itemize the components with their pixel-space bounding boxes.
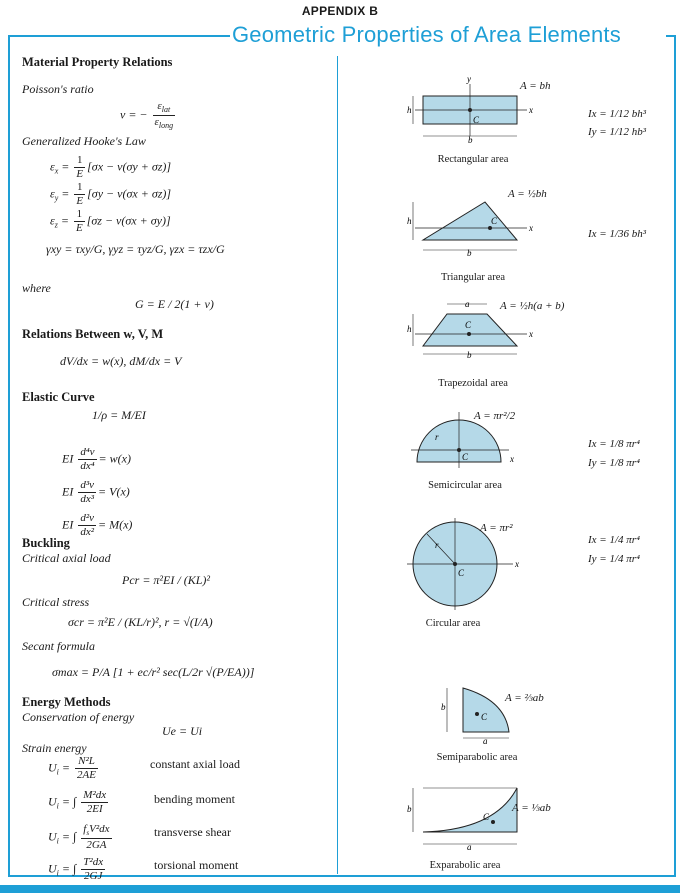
svg-text:y: y bbox=[467, 74, 471, 84]
conservation-eq: Ue = Ui bbox=[162, 724, 203, 738]
critical-load-eq: Pcr = π²EI / (KL)² bbox=[122, 573, 210, 587]
circle-area: A = πr² bbox=[480, 522, 513, 534]
critical-stress-eq: σcr = π²E / (KL/r)², r = √(I/A) bbox=[68, 615, 213, 629]
shear-modulus-eq: G = E / 2(1 + ν) bbox=[135, 297, 214, 311]
svg-text:C: C bbox=[491, 216, 498, 226]
strain-bending-note: bending moment bbox=[154, 792, 235, 806]
buckling-heading: Buckling bbox=[22, 536, 70, 550]
elastic-eq-2nd: EI $\frac{\text{d²v}}{\text{dx²}}$ = M(x) bbox=[62, 512, 133, 538]
elastic-eq-4th-rhs: = w(x) bbox=[98, 451, 131, 466]
svg-text:r: r bbox=[435, 432, 439, 442]
hooke-z-eq: $\varepsilon_z$ = $\frac{1}{E}$ [σz − ν(σx + σy)] bbox=[50, 208, 171, 234]
elastic-eq-curvature: 1/ρ = M/EI bbox=[92, 408, 146, 422]
trapezoid-caption: Trapezoidal area bbox=[438, 378, 508, 389]
elastic-eq-2nd-rhs: = M(x) bbox=[98, 517, 133, 532]
svg-text:a: a bbox=[467, 842, 472, 852]
rect-iy: Iy = 1/12 hb³ bbox=[588, 126, 647, 138]
strain-axial-note: constant axial load bbox=[150, 757, 240, 771]
svg-text:x: x bbox=[510, 454, 514, 464]
relations-eq: dV/dx = w(x), dM/dx = V bbox=[60, 354, 182, 368]
svg-text:b: b bbox=[407, 804, 412, 814]
frame-left bbox=[8, 35, 10, 877]
elastic-eq-3rd-rhs: = V(x) bbox=[98, 484, 130, 499]
semiparabolic-area: A = ⅔ab bbox=[505, 692, 544, 704]
svg-text:h: h bbox=[407, 105, 412, 115]
rect-caption: Rectangular area bbox=[437, 154, 509, 165]
appendix-label: APPENDIX B bbox=[301, 4, 379, 18]
trapezoid-area: A = ½h(a + b) bbox=[500, 300, 565, 312]
svg-text:x: x bbox=[515, 559, 519, 569]
semiparabolic-diagram bbox=[405, 680, 535, 746]
triangle-diagram bbox=[405, 196, 535, 256]
svg-text:b: b bbox=[441, 702, 446, 712]
hooke-x-text: [σx − ν(σy + σz)] bbox=[87, 159, 172, 174]
column-divider bbox=[337, 56, 338, 874]
semicircle-ix: Ix = 1/8 πr⁴ bbox=[588, 438, 640, 450]
rect-ix: Ix = 1/12 bh³ bbox=[588, 108, 647, 120]
poisson-equation: ν = − $\frac{\varepsilon_{lat}}{\varepsilon_{long}}$ bbox=[120, 100, 174, 131]
svg-text:r: r bbox=[435, 540, 439, 550]
svg-text:x: x bbox=[529, 223, 533, 233]
svg-text:a: a bbox=[465, 299, 470, 309]
exparabolic-area: A = ⅓ab bbox=[512, 802, 551, 814]
poisson-label: Poisson's ratio bbox=[22, 82, 94, 96]
svg-text:a: a bbox=[483, 736, 488, 746]
svg-text:C: C bbox=[458, 568, 465, 578]
semiparabolic-caption: Semiparabolic area bbox=[436, 752, 518, 763]
rectangle-diagram bbox=[405, 74, 535, 148]
svg-text:h: h bbox=[407, 324, 412, 334]
conservation-label: Conservation of energy bbox=[22, 710, 135, 724]
semicircle-iy: Iy = 1/8 πr⁴ bbox=[588, 457, 640, 469]
svg-text:C: C bbox=[473, 115, 480, 125]
circle-ix: Ix = 1/4 πr⁴ bbox=[588, 534, 640, 546]
hooke-z-text: [σz − ν(σx + σy)] bbox=[86, 213, 171, 228]
where-label: where bbox=[22, 281, 51, 295]
svg-text:C: C bbox=[465, 320, 472, 330]
triangle-ix: Ix = 1/36 bh³ bbox=[588, 228, 647, 240]
triangle-area: A = ½bh bbox=[508, 188, 547, 200]
svg-text:C: C bbox=[483, 812, 490, 822]
energy-heading: Energy Methods bbox=[22, 695, 111, 709]
frame-right bbox=[674, 35, 676, 877]
critical-load-label: Critical axial load bbox=[22, 551, 111, 565]
svg-text:C: C bbox=[462, 452, 469, 462]
semicircle-diagram bbox=[405, 410, 535, 470]
svg-text:h: h bbox=[407, 216, 412, 226]
svg-text:b: b bbox=[467, 248, 472, 258]
strain-shear-eq: $U_i$ = ∫ $\frac{f_sV^2dx}{2GA}$ bbox=[48, 823, 110, 852]
circle-caption: Circular area bbox=[425, 618, 481, 629]
semicircle-area: A = πr²/2 bbox=[474, 410, 516, 422]
hooke-label: Generalized Hooke's Law bbox=[22, 134, 146, 148]
svg-text:C: C bbox=[481, 712, 488, 722]
strain-energy-label: Strain energy bbox=[22, 741, 87, 755]
exparabolic-diagram bbox=[405, 780, 535, 850]
exparabolic-caption: Exparabolic area bbox=[429, 860, 501, 871]
strain-torsion-eq: $U_i$ = ∫ $\frac{\text{T²dx}}{2GJ}$ bbox=[48, 856, 104, 882]
title-rule-left bbox=[8, 35, 230, 37]
svg-text:x: x bbox=[529, 105, 533, 115]
material-heading: Material Property Relations bbox=[22, 55, 173, 69]
semicircle-caption: Semicircular area bbox=[428, 480, 502, 491]
strain-axial-eq: $U_i$ = $\frac{\text{N²L}}{2AE}$ bbox=[48, 755, 96, 781]
elastic-heading: Elastic Curve bbox=[22, 390, 95, 404]
svg-text:b: b bbox=[467, 350, 472, 360]
elastic-eq-4th: EI $\frac{\text{d⁴v}}{\text{dx⁴}}$ = w(x) bbox=[62, 446, 131, 472]
hooke-y-text: [σy − ν(σx + σz)] bbox=[87, 186, 172, 201]
relations-heading: Relations Between w, V, M bbox=[22, 327, 164, 341]
circle-iy: Iy = 1/4 πr⁴ bbox=[588, 553, 640, 565]
elastic-eq-3rd: EI $\frac{\text{d³v}}{\text{dx³}}$ = V(x) bbox=[62, 479, 130, 505]
shear-strain-eq: γxy = τxy/G, γyz = τyz/G, γzx = τzx/G bbox=[46, 242, 225, 256]
strain-shear-note: transverse shear bbox=[154, 825, 231, 839]
hooke-x-eq: $\varepsilon_x$ = $\frac{1}{E}$ [σx − ν(σy + σz)] bbox=[50, 154, 172, 180]
critical-stress-label: Critical stress bbox=[22, 595, 90, 609]
secant-label: Secant formula bbox=[22, 639, 95, 653]
strain-torsion-note: torsional moment bbox=[154, 858, 239, 872]
secant-eq: σmax = P/A [1 + ec/r² sec(L/2r √(P/EA))] bbox=[52, 665, 255, 679]
svg-text:b: b bbox=[468, 135, 473, 145]
triangle-caption: Triangular area bbox=[440, 272, 506, 283]
rect-area: A = bh bbox=[520, 80, 551, 92]
circle-diagram bbox=[405, 518, 535, 608]
frame-bottom bbox=[8, 875, 676, 877]
svg-text:x: x bbox=[529, 329, 533, 339]
strain-bending-eq: $U_i$ = ∫ $\frac{\text{M²dx}}{2EI}$ bbox=[48, 789, 107, 815]
page-title: Geometric Properties of Area Elements bbox=[232, 22, 621, 47]
hooke-y-eq: $\varepsilon_y$ = $\frac{1}{E}$ [σy − ν(σx + σz)] bbox=[50, 181, 172, 207]
bottom-bar bbox=[0, 885, 680, 893]
